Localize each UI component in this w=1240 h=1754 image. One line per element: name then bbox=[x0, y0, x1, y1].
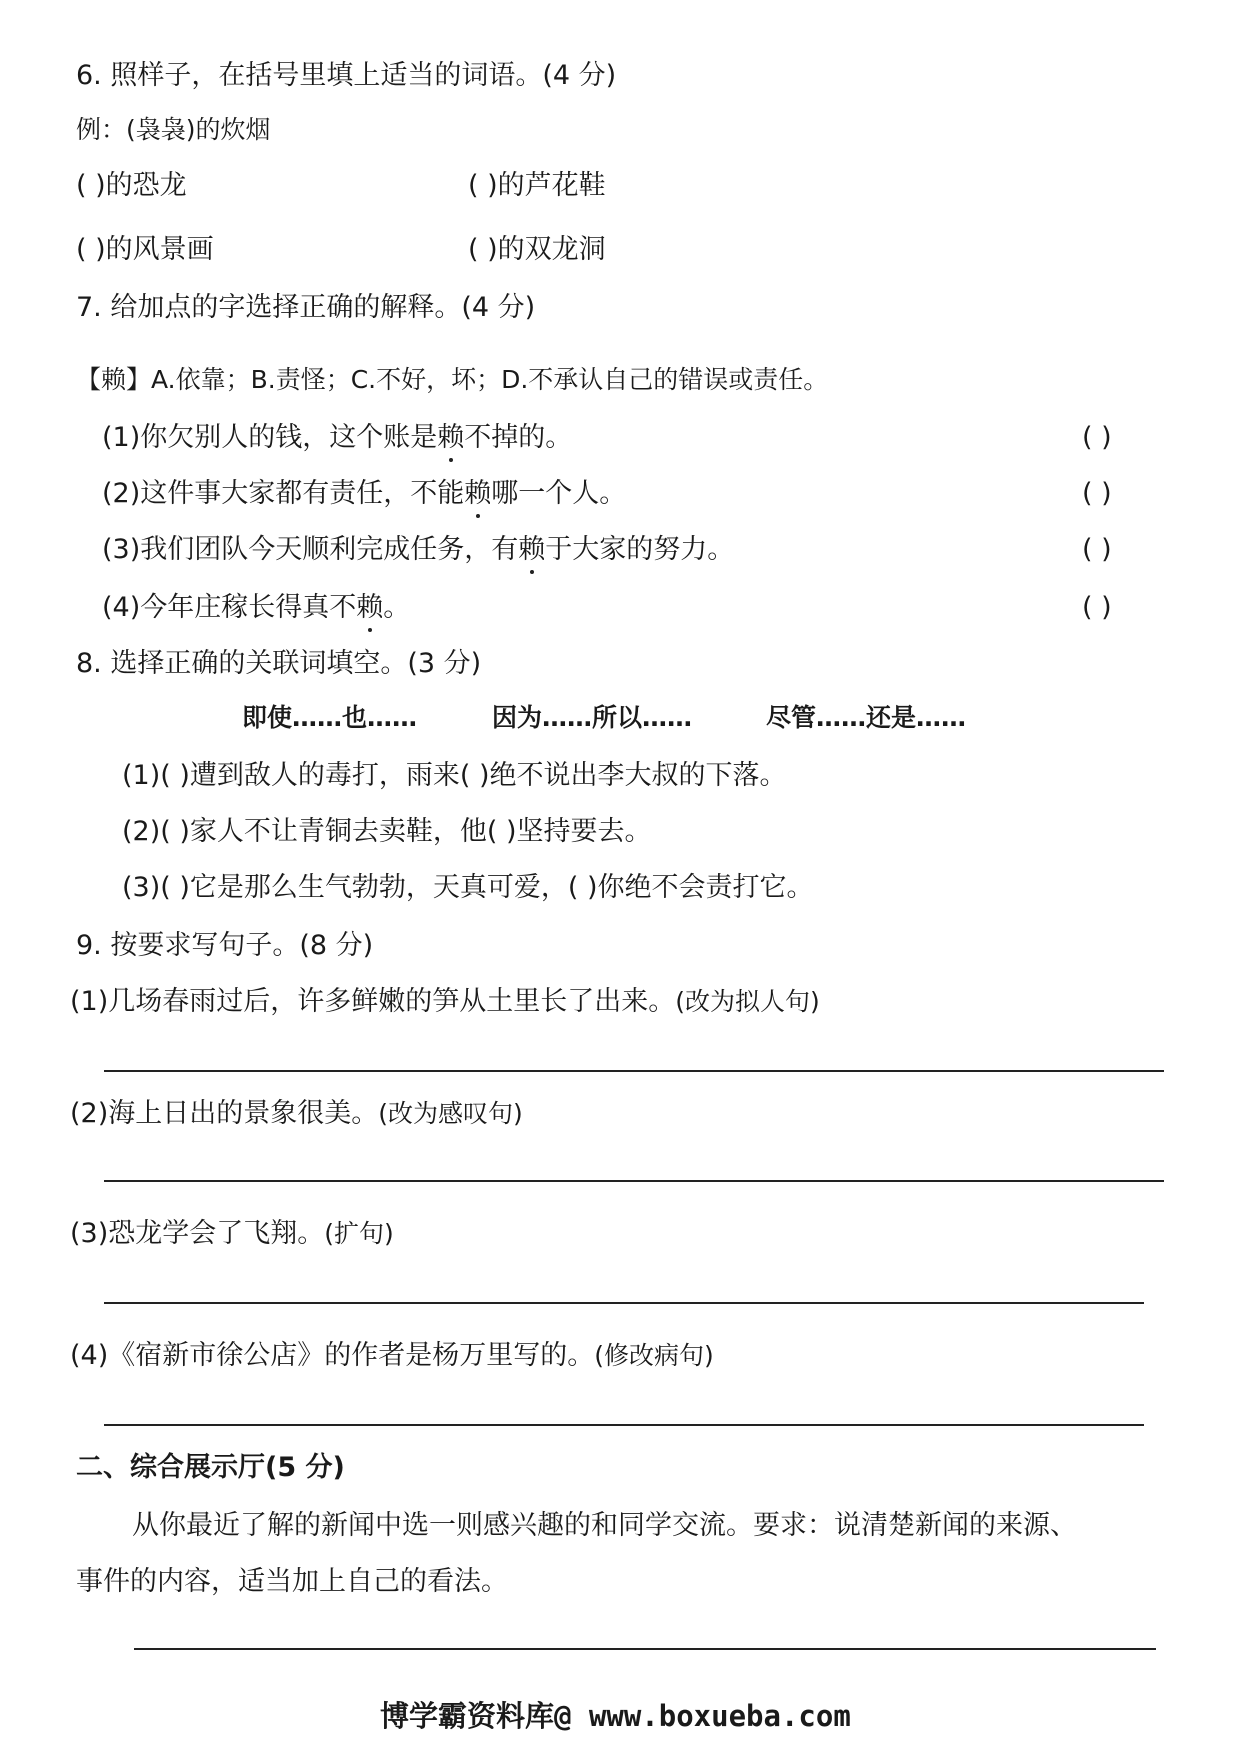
answer-line[interactable] bbox=[104, 1070, 1164, 1072]
section2-title: 二、综合展示厅(5 分) bbox=[76, 1452, 345, 1483]
q7-answer-2[interactable]: ( ) bbox=[1082, 478, 1112, 509]
q9-title: 9. 按要求写句子。(8 分) bbox=[76, 930, 374, 961]
answer-line[interactable] bbox=[134, 1648, 1156, 1650]
q7-answer-3[interactable]: ( ) bbox=[1082, 534, 1112, 565]
section2-body-2: 事件的内容，适当加上自己的看法。 bbox=[76, 1566, 508, 1597]
q6-item-2: ( )的芦花鞋 bbox=[468, 170, 606, 201]
q7-options: 【赖】A.依靠；B.责怪；C.不好，坏；D.不承认自己的错误或责任。 bbox=[76, 365, 829, 394]
answer-line[interactable] bbox=[104, 1302, 1144, 1304]
q7-item-3: (3)我们团队今天顺利完成任务，有赖于大家的努力。 bbox=[102, 532, 734, 568]
dotted-char: 赖 bbox=[518, 532, 545, 568]
q7-title: 7. 给加点的字选择正确的解释。(4 分) bbox=[76, 292, 536, 323]
q8-item-2: (2)( )家人不让青铜去卖鞋，他( )坚持要去。 bbox=[122, 816, 652, 847]
dotted-char: 赖 bbox=[437, 420, 464, 456]
q9-item-1: (1)几场春雨过后，许多鲜嫩的笋从土里长了出来。(改为拟人句) bbox=[70, 986, 820, 1017]
q9-item-2: (2)海上日出的景象很美。(改为感叹句) bbox=[70, 1098, 523, 1129]
q7-answer-4[interactable]: ( ) bbox=[1082, 592, 1112, 623]
q7-item-1: (1)你欠别人的钱，这个账是赖不掉的。 bbox=[102, 420, 572, 456]
q8-item-1: (1)( )遭到敌人的毒打，雨来( )绝不说出李大叔的下落。 bbox=[122, 760, 787, 791]
q7-answer-1[interactable]: ( ) bbox=[1082, 422, 1112, 453]
q9-item-3: (3)恐龙学会了飞翔。(扩句) bbox=[70, 1218, 394, 1249]
section2-body-1: 从你最近了解的新闻中选一则感兴趣的和同学交流。要求：说清楚新闻的来源、 bbox=[132, 1510, 1077, 1541]
dotted-char: 赖 bbox=[356, 590, 383, 626]
q8-word-2: 因为……所以…… bbox=[492, 703, 693, 732]
answer-line[interactable] bbox=[104, 1180, 1164, 1182]
q6-example: 例：(袅袅)的炊烟 bbox=[76, 115, 271, 144]
q9-item-4: (4)《宿新市徐公店》的作者是杨万里写的。(修改病句) bbox=[70, 1340, 714, 1371]
q6-item-3: ( )的风景画 bbox=[76, 234, 214, 265]
q8-item-3: (3)( )它是那么生气勃勃，天真可爱，( )你绝不会责打它。 bbox=[122, 872, 814, 903]
q8-word-3: 尽管……还是…… bbox=[766, 703, 967, 732]
q6-title: 6. 照样子，在括号里填上适当的词语。(4 分) bbox=[76, 60, 617, 91]
q8-word-1: 即使……也…… bbox=[242, 703, 418, 732]
dotted-char: 赖 bbox=[464, 476, 491, 512]
q8-title: 8. 选择正确的关联词填空。(3 分) bbox=[76, 648, 482, 679]
q6-item-1: ( )的恐龙 bbox=[76, 170, 187, 201]
q7-item-2: (2)这件事大家都有责任，不能赖哪一个人。 bbox=[102, 476, 626, 512]
q6-item-4: ( )的双龙洞 bbox=[468, 234, 606, 265]
q7-item-4: (4)今年庄稼长得真不赖。 bbox=[102, 590, 410, 626]
footer-watermark: 博学霸资料库@ www.boxueba.com bbox=[380, 1699, 851, 1733]
answer-line[interactable] bbox=[104, 1424, 1144, 1426]
